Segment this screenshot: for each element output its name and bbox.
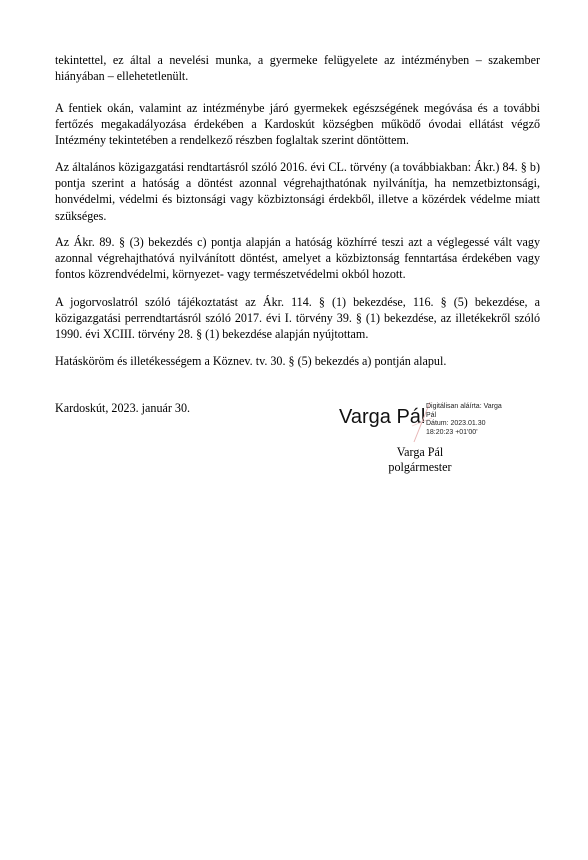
signer-name: Varga Pál [396, 445, 444, 459]
paragraph-2: A fentiek okán, valamint az intézménybe járó gyermekek egészségének megóvása és a további fertőzés megakadályozása érdekében a Kardoskút községben működő óvodai ellátást végző Intézmény tekintetében a rendelkező részben foglaltak szerint döntöttem. [55, 101, 540, 148]
signer-block [370, 445, 470, 475]
signature-info-line-3: Dátum: 2023.01.30 [426, 420, 486, 428]
paragraph-1: tekintettel, ez által a nevelési munka, a gyermeke felügyelete az intézményben – szakember hiányában – ellehetetlenült. [55, 53, 540, 84]
signature-info-line-1: Digitálisan aláírta: Varga [426, 403, 502, 410]
paragraph-5: A jogorvoslatról szóló tájékoztatást az Ákr. 114. § (1) bekezdése, 116. § (5) bekezdése, a közigazgatási perrendtartásról szóló 2017. évi I. törvény 39. § (1) bekezdése, az illetékekről szóló 1990. évi XCIII. törvény 28. § (1) bekezdése alapján nyújtottam. [55, 295, 540, 342]
signature-info-line-2: Pál [426, 411, 437, 419]
place-date: Kardoskút, 2023. január 30. [55, 401, 191, 415]
paragraph-6: Hatásköröm és illetékességem a Köznev. tv. 30. § (5) bekezdés a) pontján alapul. [55, 354, 447, 368]
signer-title: polgármester [388, 460, 452, 474]
digital-signature-name: Varga Pál [339, 406, 426, 428]
digital-signature-info [426, 403, 536, 437]
signature-info-line-4: 18:20:23 +01'00' [426, 428, 478, 436]
paragraph-3: Az általános közigazgatási rendtartásról szóló 2016. évi CL. törvény (a továbbiakban: Ákr.) 84. § b) pontja szerint a hatóság a döntést azonnal végrehajthatónak nyilvánítja, ha nemzetbiztonsági, honvédelmi, védelmi és biztonsági vagy közbiztonsági érdekből, illetve a közérdek védelme miatt szükséges. [55, 160, 540, 223]
paragraph-4: Az Ákr. 89. § (3) bekezdés c) pontja alapján a hatóság közhírré teszi azt a véglegessé vált vagy azonnal végrehajthatóvá nyilvánított döntést, amelyet a közbiztonság fenntartása érdekében vagy fontos közrendvédelmi, környezet- vagy természetvédelmi okból hozott. [55, 235, 540, 282]
